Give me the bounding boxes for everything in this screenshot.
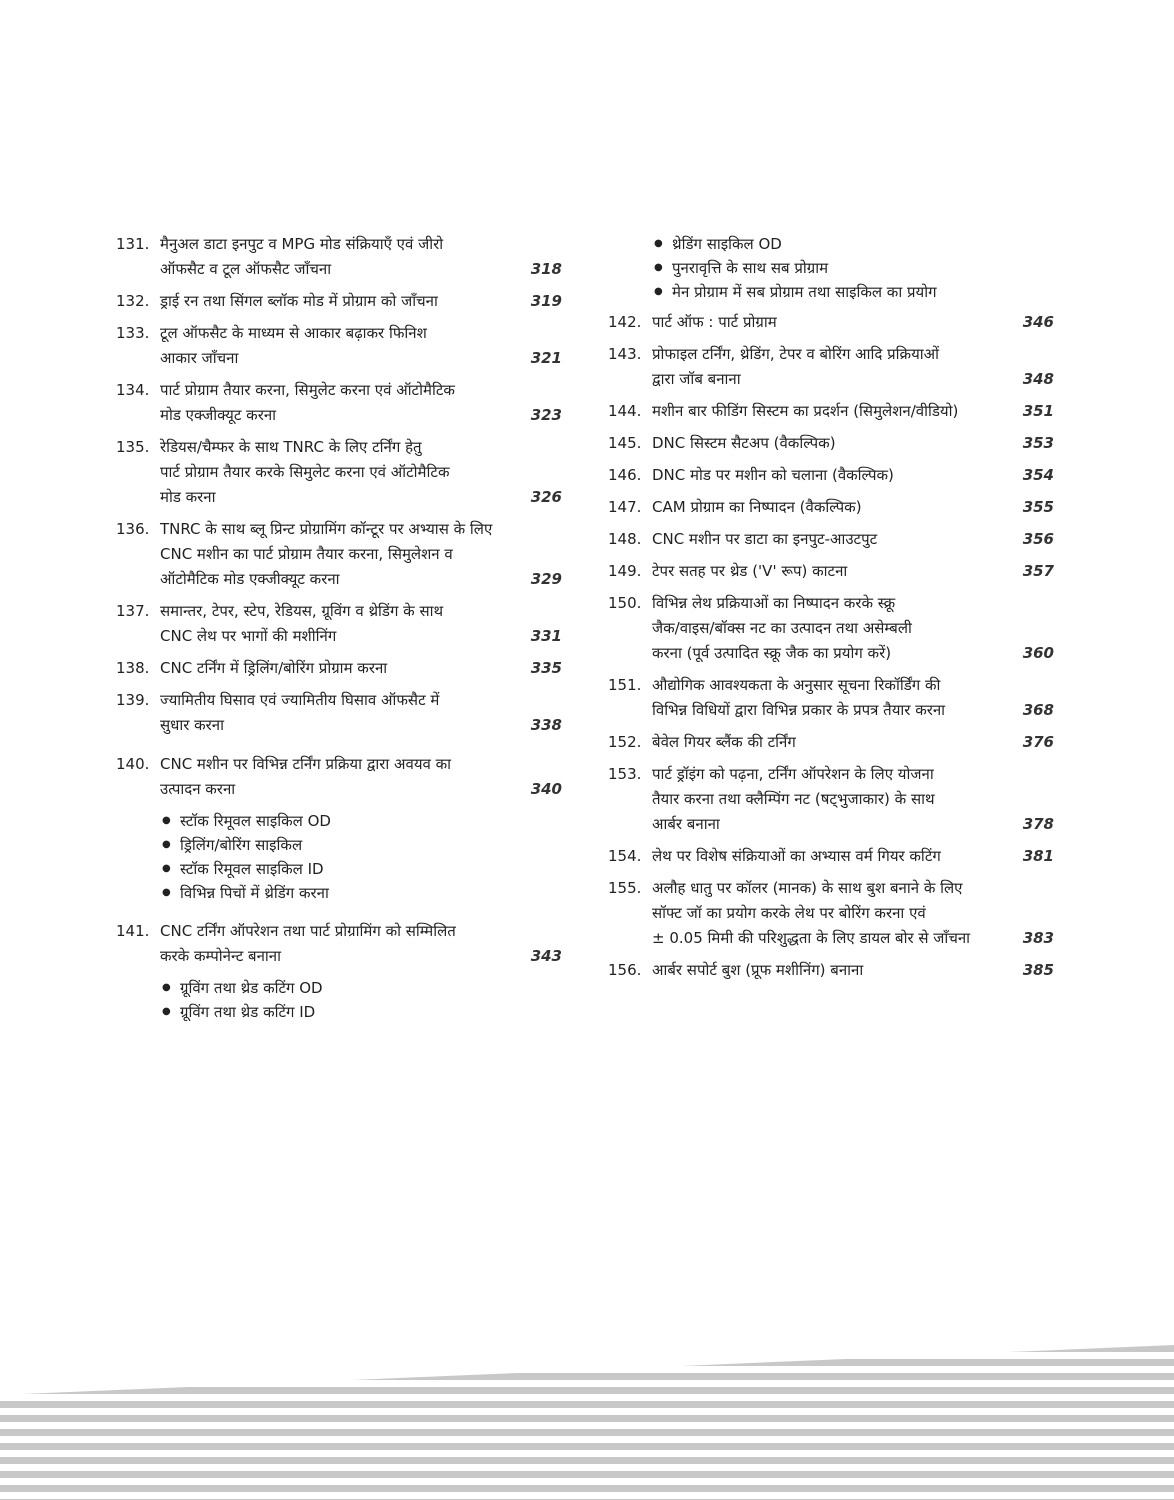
toc-entry <box>608 730 1054 755</box>
entry-title-line: आर्बर सपोर्ट बुश (प्रूफ मशीनिंग) बनाना <box>652 961 864 979</box>
entry-title-line: आर्बर बनाना <box>652 815 720 833</box>
entry-title-line: विभिन्न विधियों द्वारा विभिन्न प्रकार के प्रपत्र तैयार करना <box>652 701 946 719</box>
toc-entry <box>608 958 1054 983</box>
entry-title <box>160 752 510 802</box>
toc-entry <box>608 342 1054 392</box>
page-number: 368 <box>1022 701 1054 719</box>
entry-title <box>652 431 1002 456</box>
entry-number: 134. <box>116 381 150 399</box>
entry-title-line: ऑफसैट व टूल ऑफसैट जाँचना <box>160 260 332 278</box>
page-number: 343 <box>530 947 562 965</box>
page-number: 340 <box>530 780 562 798</box>
entry-title-line: CNC मशीन पर विभिन्न टर्निंग प्रक्रिया द्वारा अवयव का <box>160 755 452 773</box>
entry-title-line: DNC मोड पर मशीन को चलाना (वैकल्पिक) <box>652 466 894 484</box>
entry-title <box>160 232 510 282</box>
toc-entry <box>116 232 562 282</box>
entry-number: 143. <box>608 345 642 363</box>
toc-entry <box>608 399 1054 424</box>
entry-title-line: समान्तर, टेपर, स्टेप, रेडियस, ग्रूविंग व थ्रेडिंग के साथ <box>160 602 444 620</box>
entry-title-line: CNC टर्निंग में ड्रिलिंग/बोरिंग प्रोग्राम करना <box>160 659 388 677</box>
entry-title-line: ड्राई रन तथा सिंगल ब्लॉक मोड में प्रोग्राम को जाँचना <box>160 292 438 310</box>
entry-title <box>652 342 1002 392</box>
entry-number: 138. <box>116 659 150 677</box>
entry-title <box>160 289 510 314</box>
entry-number: 150. <box>608 594 642 612</box>
entry-title-line: CNC टर्निंग ऑपरेशन तथा पार्ट प्रोग्रामिंग को सम्मिलित <box>160 922 456 940</box>
toc-entry <box>608 463 1054 488</box>
sub-list <box>160 809 562 905</box>
entry-title-line: करके कम्पोनेन्ट बनाना <box>160 947 282 965</box>
page-number: 323 <box>530 406 562 424</box>
toc-left-column <box>116 232 562 1034</box>
page-number: 319 <box>530 292 562 310</box>
sub-item: ● मेन प्रोग्राम में सब प्रोग्राम तथा साइकिल का प्रयोग <box>652 280 1054 304</box>
page-number: 331 <box>530 627 562 645</box>
sub-list <box>160 976 562 1024</box>
entry-title <box>160 688 510 738</box>
toc-entry <box>608 844 1054 869</box>
entry-title-line: पार्ट ड्रॉइंग को पढ़ना, टर्निंग ऑपरेशन के लिए योजना <box>652 765 934 783</box>
entry-number: 156. <box>608 961 642 979</box>
entry-title-line: रेडियस/चैम्फर के साथ TNRC के लिए टर्निंग हेतु <box>160 438 422 456</box>
entry-title <box>652 673 1002 723</box>
entry-title-line: प्रोफाइल टर्निंग, थ्रेडिंग, टेपर व बोरिंग आदि प्रक्रियाओं <box>652 345 939 363</box>
entry-title-line: टूल ऑफसैट के माध्यम से आकार बढ़ाकर फिनिश <box>160 324 427 342</box>
entry-number: 154. <box>608 847 642 865</box>
entry-title-line: DNC सिस्टम सैटअप (वैकल्पिक) <box>652 434 836 452</box>
page-number: 346 <box>1022 313 1054 331</box>
entry-title <box>160 599 510 649</box>
toc-entry <box>116 321 562 371</box>
entry-title <box>652 463 1002 488</box>
toc-entry <box>116 517 562 592</box>
entry-title-line: CAM प्रोग्राम का निष्पादन (वैकल्पिक) <box>652 498 862 516</box>
continued-sub-list <box>652 232 1054 304</box>
entry-title-line: लेथ पर विशेष संक्रियाओं का अभ्यास वर्म गियर कटिंग <box>652 847 941 865</box>
entry-number: 146. <box>608 466 642 484</box>
entry-title-line: ± 0.05 मिमी की परिशुद्धता के लिए डायल बोर से जाँचना <box>652 929 971 947</box>
sub-item: ● पुनरावृत्ति के साथ सब प्रोग्राम <box>652 256 1054 280</box>
entry-title <box>160 321 510 371</box>
entry-number: 133. <box>116 324 150 342</box>
entry-number: 152. <box>608 733 642 751</box>
sub-item: ● ग्रूविंग तथा थ्रेड कटिंग OD <box>160 976 562 1000</box>
sub-item: ● विभिन्न पिचों में थ्रेडिंग करना <box>160 881 562 905</box>
entry-title <box>652 495 1002 520</box>
entry-title-line: सॉफ्ट जॉ का प्रयोग करके लेथ पर बोरिंग करना एवं <box>652 904 926 922</box>
toc-entry <box>116 435 562 510</box>
toc-entry <box>116 289 562 314</box>
page-number: 348 <box>1022 370 1054 388</box>
entry-title-line: विभिन्न लेथ प्रक्रियाओं का निष्पादन करके स्क्रू <box>652 594 896 612</box>
entry-title-line: ज्यामितीय घिसाव एवं ज्यामितीय घिसाव ऑफसैट में <box>160 691 440 709</box>
page-number: 378 <box>1022 815 1054 833</box>
page-number: 321 <box>530 349 562 367</box>
entry-title-line: मैनुअल डाटा इनपुट व MPG मोड संक्रियाएँ एवं जीरो <box>160 235 444 253</box>
entry-title-line: मोड करना <box>160 488 216 506</box>
entry-number: 135. <box>116 438 150 456</box>
entry-title-line: सुधार करना <box>160 716 225 734</box>
page-number: 329 <box>530 570 562 588</box>
toc-entry <box>608 527 1054 552</box>
page-number: 326 <box>530 488 562 506</box>
entry-number: 136. <box>116 520 150 538</box>
entry-title-line: करना (पूर्व उत्पादित स्क्रू जैक का प्रयोग करें) <box>652 644 892 662</box>
toc-entry <box>608 591 1054 666</box>
entry-title-line: बेवेल गियर ब्लैंक की टर्निंग <box>652 733 796 751</box>
toc-entry <box>608 559 1054 584</box>
entry-number: 155. <box>608 879 642 897</box>
entry-number: 139. <box>116 691 150 709</box>
entry-title <box>652 310 1002 335</box>
toc-entry <box>116 599 562 649</box>
sub-item: ● ग्रूविंग तथा थ्रेड कटिंग ID <box>160 1000 562 1024</box>
toc-right-column <box>608 232 1054 990</box>
entry-number: 145. <box>608 434 642 452</box>
entry-title-line: तैयार करना तथा क्लैम्पिंग नट (षट्भुजाकार) के साथ <box>652 790 935 808</box>
page-number: 318 <box>530 260 562 278</box>
sub-item: ● स्टॉक रिमूवल साइकिल ID <box>160 857 562 881</box>
entry-title-line: अलौह धातु पर कॉलर (मानक) के साथ बुश बनाने के लिए <box>652 879 963 897</box>
entry-number: 142. <box>608 313 642 331</box>
entry-number: 132. <box>116 292 150 310</box>
entry-title-line: पार्ट ऑफ : पार्ट प्रोग्राम <box>652 313 777 331</box>
page-number: 360 <box>1022 644 1054 662</box>
entry-title <box>652 399 1002 424</box>
entry-title-line: CNC मशीन का पार्ट प्रोग्राम तैयार करना, सिमुलेशन व <box>160 545 453 563</box>
entry-title <box>160 517 510 592</box>
entry-number: 151. <box>608 676 642 694</box>
entry-number: 153. <box>608 765 642 783</box>
entry-number: 131. <box>116 235 150 253</box>
toc-entry <box>116 378 562 428</box>
page-number: 356 <box>1022 530 1054 548</box>
entry-title <box>652 844 1002 869</box>
sub-item: ● थ्रेडिंग साइकिल OD <box>652 232 1054 256</box>
entry-title-line: पार्ट प्रोग्राम तैयार करके सिमुलेट करना एवं ऑटोमैटिक <box>160 463 450 481</box>
toc-entry <box>116 688 562 738</box>
page-number: 353 <box>1022 434 1054 452</box>
page-number: 338 <box>530 716 562 734</box>
entry-title <box>652 958 1002 983</box>
page-number: 357 <box>1022 562 1054 580</box>
entry-title <box>652 876 1002 951</box>
entry-number: 141. <box>116 922 150 940</box>
toc-entry <box>608 495 1054 520</box>
entry-title <box>652 591 1002 666</box>
toc-entry <box>608 762 1054 837</box>
sub-item: ● स्टॉक रिमूवल साइकिल OD <box>160 809 562 833</box>
toc-entry <box>608 310 1054 335</box>
entry-title-line: मशीन बार फीडिंग सिस्टम का प्रदर्शन (सिमुलेशन/वीडियो) <box>652 402 959 420</box>
entry-title-line: ऑटोमैटिक मोड एक्जीक्यूट करना <box>160 570 340 588</box>
entry-title-line: टेपर सतह पर थ्रेड ('V' रूप) काटना <box>652 562 848 580</box>
entry-title <box>160 435 510 510</box>
entry-title-line: द्वारा जॉब बनाना <box>652 370 741 388</box>
entry-number: 137. <box>116 602 150 620</box>
page-number: 385 <box>1022 961 1054 979</box>
entry-title-line: उत्पादन करना <box>160 780 236 798</box>
entry-number: 140. <box>116 755 150 773</box>
entry-title <box>652 527 1002 552</box>
entry-title-line: CNC लेथ पर भागों की मशीनिंग <box>160 627 337 645</box>
page-number: 335 <box>530 659 562 677</box>
decorative-stripes <box>0 1345 1174 1500</box>
entry-title <box>160 919 510 969</box>
entry-number: 144. <box>608 402 642 420</box>
entry-title-line: औद्योगिक आवश्यकता के अनुसार सूचना रिकॉर्डिंग की <box>652 676 941 694</box>
entry-number: 147. <box>608 498 642 516</box>
entry-title-line: जैक/वाइस/बॉक्स नट का उत्पादन तथा असेम्बली <box>652 619 912 637</box>
entry-title-line: पार्ट प्रोग्राम तैयार करना, सिमुलेट करना एवं ऑटोमैटिक <box>160 381 455 399</box>
entry-title <box>160 656 510 681</box>
toc-entry <box>116 656 562 681</box>
entry-title <box>160 378 510 428</box>
page-number: 376 <box>1022 733 1054 751</box>
entry-number: 149. <box>608 562 642 580</box>
sub-item: ● ड्रिलिंग/बोरिंग साइकिल <box>160 833 562 857</box>
page-number: 383 <box>1022 929 1054 947</box>
page-number: 355 <box>1022 498 1054 516</box>
page-number: 351 <box>1022 402 1054 420</box>
entry-title-line: TNRC के साथ ब्लू प्रिन्ट प्रोग्रामिंग कॉन्टूर पर अभ्यास के लिए <box>160 520 493 538</box>
entry-title-line: CNC मशीन पर डाटा का इनपुट-आउटपुट <box>652 530 878 548</box>
entry-title <box>652 730 1002 755</box>
entry-title-line: मोड एक्जीक्यूट करना <box>160 406 277 424</box>
entry-title-line: आकार जाँचना <box>160 349 239 367</box>
entry-title <box>652 559 1002 584</box>
toc-entry <box>608 431 1054 456</box>
entry-number: 148. <box>608 530 642 548</box>
page-number: 354 <box>1022 466 1054 484</box>
entry-title <box>652 762 1002 837</box>
toc-entry <box>116 752 562 802</box>
toc-entry <box>116 919 562 969</box>
toc-entry <box>608 876 1054 951</box>
page-number: 381 <box>1022 847 1054 865</box>
toc-entry <box>608 673 1054 723</box>
